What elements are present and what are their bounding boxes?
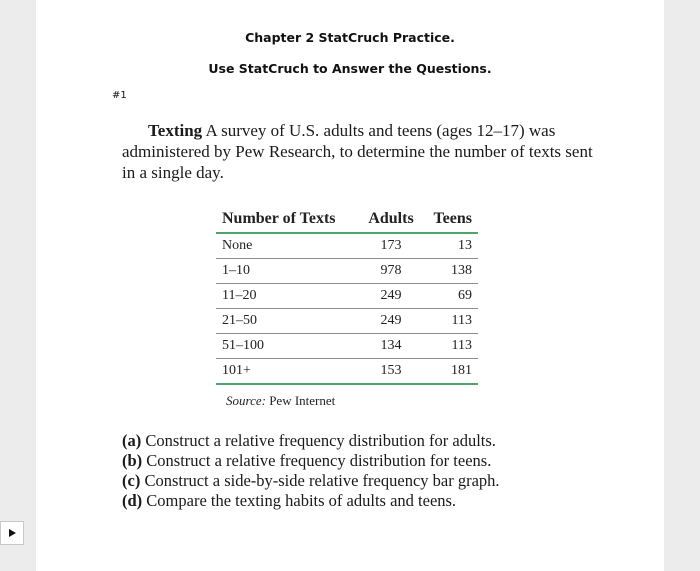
cell-adults: 249 <box>358 309 424 334</box>
header-number-of-texts: Number of Texts <box>216 206 358 233</box>
question-item <box>122 491 622 511</box>
table-row <box>216 233 478 259</box>
cell-category: 11–20 <box>216 284 358 309</box>
cell-adults: 153 <box>358 359 424 385</box>
cell-teens: 138 <box>424 259 478 284</box>
page-title: Chapter 2 StatCruch Practice. <box>245 30 455 45</box>
header-teens: Teens <box>424 206 478 233</box>
cell-adults: 249 <box>358 284 424 309</box>
source-label: Source: <box>226 393 266 408</box>
table-row <box>216 284 478 309</box>
question-number: #1 <box>112 90 127 101</box>
question-text: Construct a relative frequency distribution for adults. <box>145 431 496 450</box>
question-item <box>122 451 622 471</box>
question-item <box>122 471 622 491</box>
cell-teens: 13 <box>424 233 478 259</box>
question-label: (a) <box>122 431 142 450</box>
question-label: (d) <box>122 491 143 510</box>
cell-teens: 113 <box>424 309 478 334</box>
cell-category: 1–10 <box>216 259 358 284</box>
page-subtitle: Use StatCruch to Answer the Questions. <box>208 61 492 76</box>
cell-teens: 69 <box>424 284 478 309</box>
question-label: (c) <box>122 471 141 490</box>
question-label: (b) <box>122 451 143 470</box>
question-text: Construct a side-by-side relative frequency bar graph. <box>144 471 500 490</box>
problem-statement <box>122 120 602 183</box>
texting-table <box>216 206 478 385</box>
cell-category: 21–50 <box>216 309 358 334</box>
cell-category: 101+ <box>216 359 358 385</box>
cell-category: None <box>216 233 358 259</box>
table-row <box>216 259 478 284</box>
cell-adults: 134 <box>358 334 424 359</box>
cell-category: 51–100 <box>216 334 358 359</box>
table-header-row <box>216 206 478 233</box>
table-row <box>216 309 478 334</box>
problem-lead: Texting <box>148 121 203 140</box>
cell-adults: 173 <box>358 233 424 259</box>
question-text: Compare the texting habits of adults and teens. <box>146 491 457 510</box>
cell-teens: 113 <box>424 334 478 359</box>
question-item <box>122 431 622 451</box>
source-value: Pew Internet <box>269 393 336 408</box>
play-icon <box>7 528 17 538</box>
cell-teens: 181 <box>424 359 478 385</box>
document-page <box>36 0 664 571</box>
table-source <box>226 393 335 409</box>
question-text: Construct a relative frequency distribution for teens. <box>146 451 492 470</box>
header-adults: Adults <box>358 206 424 233</box>
table-row <box>216 359 478 385</box>
cell-adults: 978 <box>358 259 424 284</box>
problem-text: A survey of U.S. adults and teens (ages 12–17) was administered by Pew Research, to determine the number of texts sent in a single day. <box>122 121 593 182</box>
question-list <box>122 431 622 511</box>
play-button[interactable] <box>0 521 24 545</box>
table-row <box>216 334 478 359</box>
